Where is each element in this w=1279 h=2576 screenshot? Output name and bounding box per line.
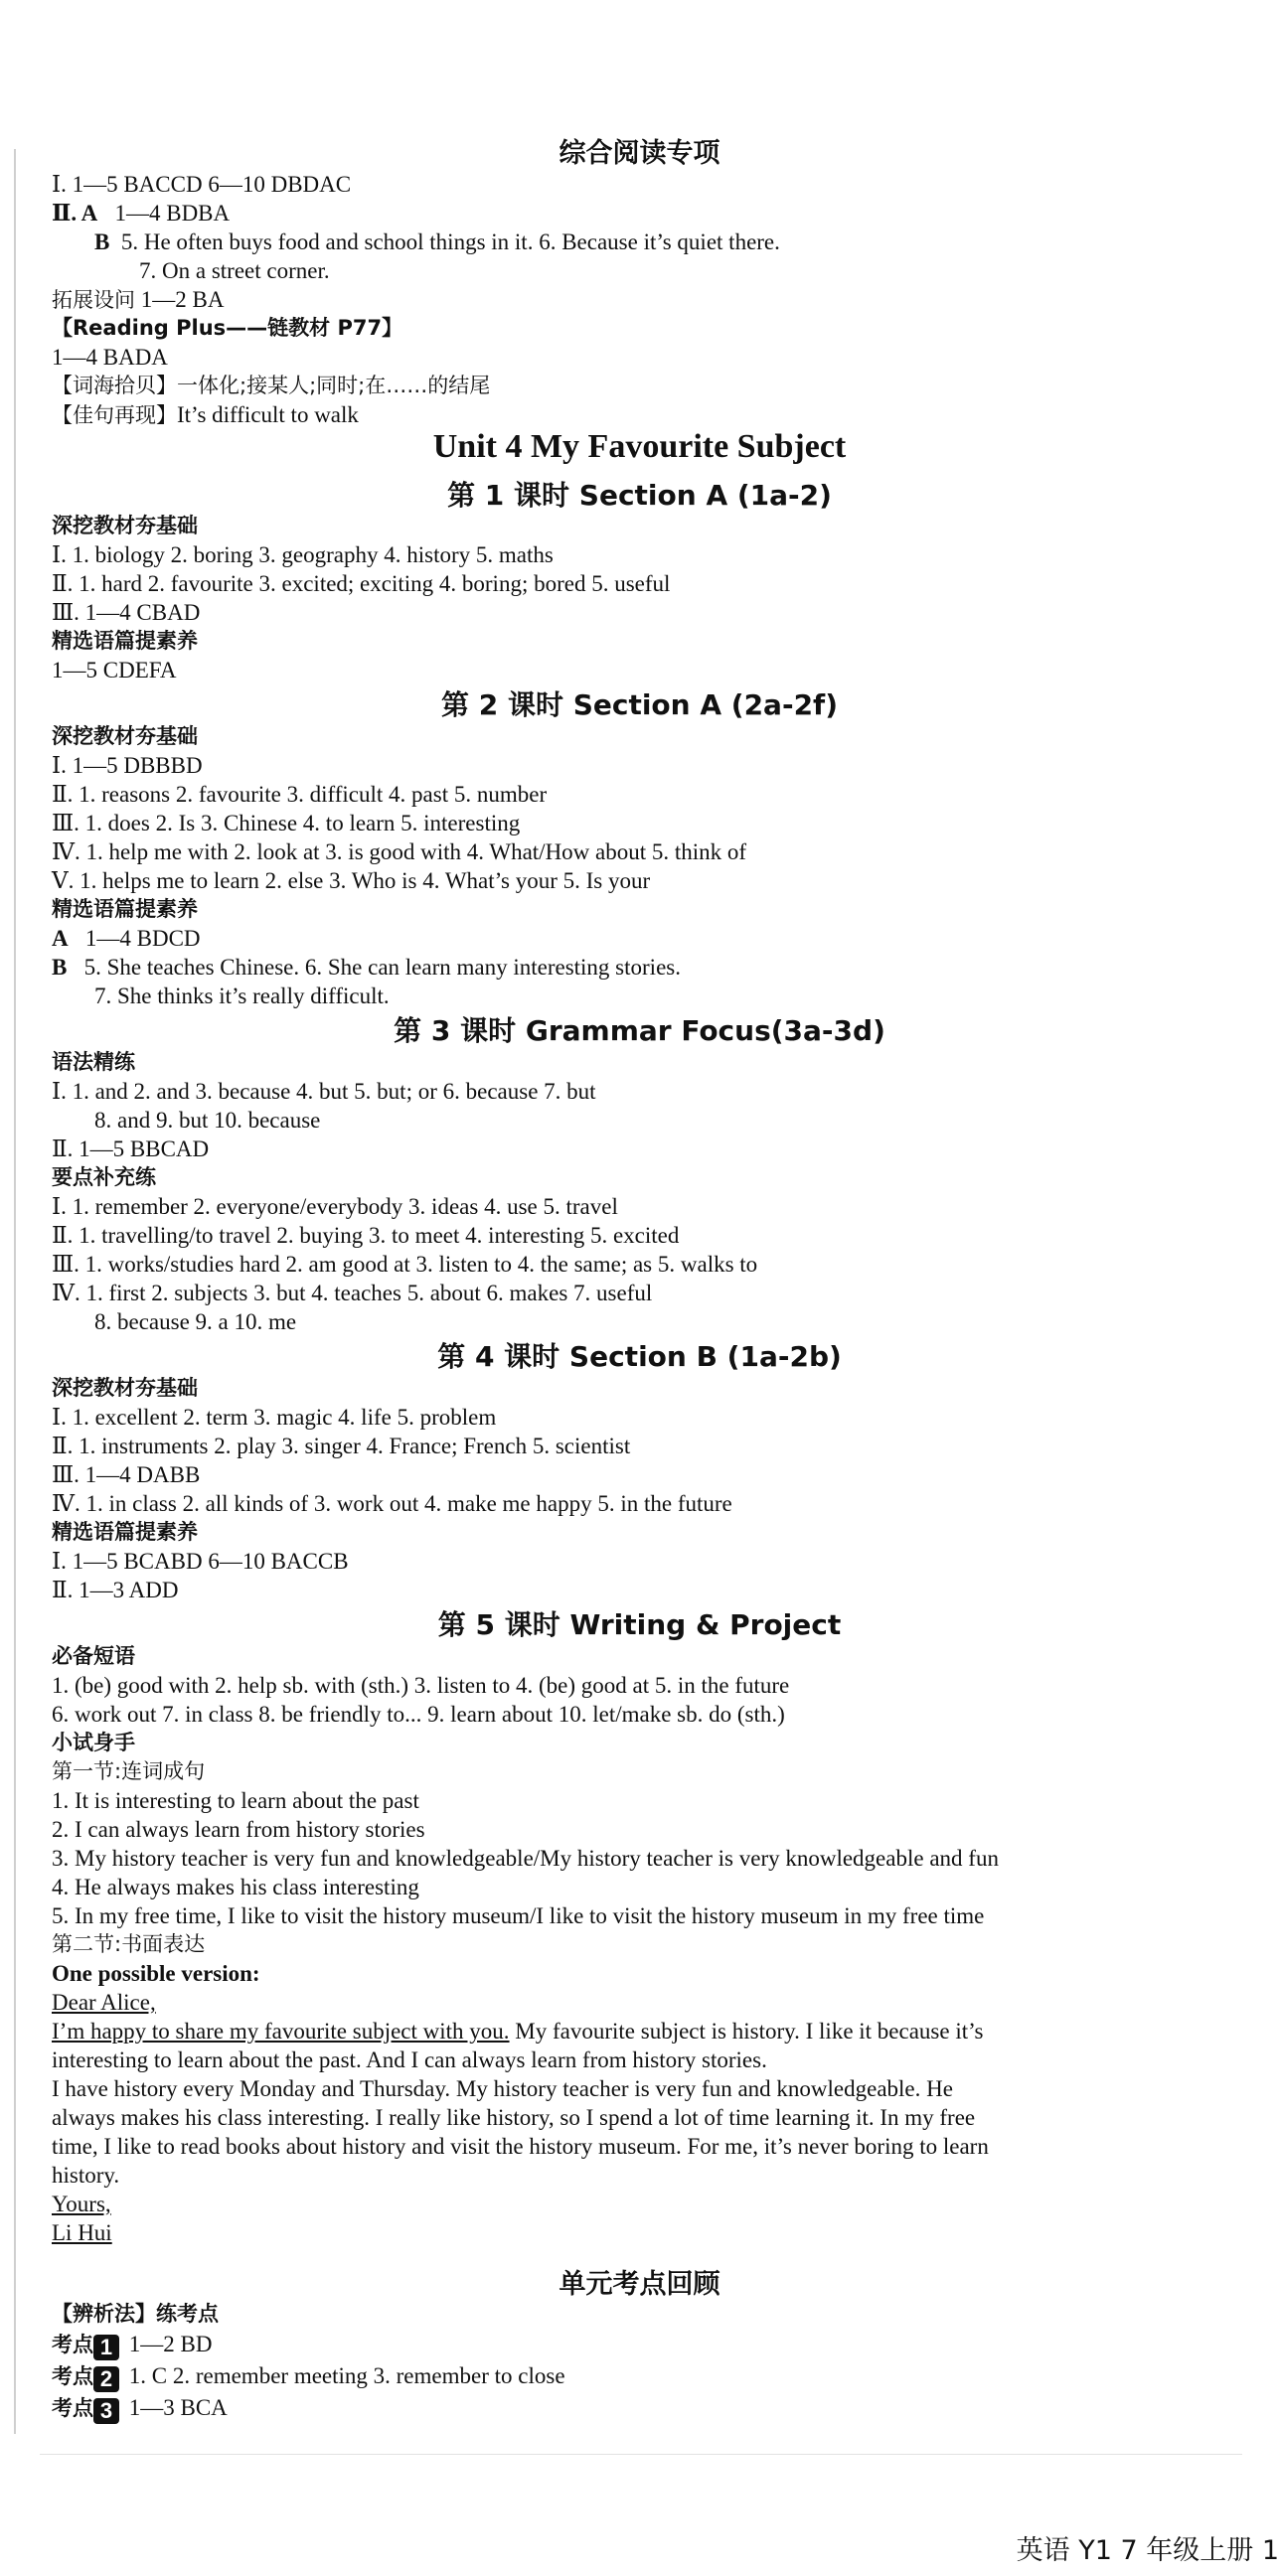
subheading: 精选语篇提素养 <box>52 629 198 653</box>
kaodian-line <box>52 2330 212 2360</box>
letter-line: always makes his class interesting. I really like history, so I spend a lot of time learning it. In my free <box>52 2105 976 2130</box>
answer-line: Ⅰ. 1. excellent 2. term 3. magic 4. life 5. problem <box>52 1405 497 1430</box>
answer-line: Ⅰ. 1—5 BACCD 6—10 DBDAC <box>52 172 352 197</box>
answer-line: 4. He always makes his class interesting <box>52 1875 419 1899</box>
sentence-line <box>52 400 359 430</box>
kaodian-line <box>52 2361 565 2392</box>
lesson-2-title: 第 2 课时 Section A (2a-2f) <box>440 688 839 721</box>
answer-line: 6. work out 7. in class 8. be friendly to... 9. learn about 10. let/make sb. do (sth.) <box>52 1702 785 1727</box>
kaodian-number-badge: 1 <box>93 2335 119 2360</box>
letter-signature: Li Hui <box>52 2220 112 2245</box>
label-text: 【佳句再现】 <box>52 403 177 427</box>
letter-closing: Yours, <box>52 2192 111 2216</box>
part-label: B <box>52 955 68 980</box>
subheading: 小试身手 <box>52 1731 135 1754</box>
answer-text: 5. She teaches Chinese. 6. She can learn many interesting stories. <box>83 955 681 980</box>
subheading: 精选语篇提素养 <box>52 1520 198 1544</box>
kaodian-number-badge: 3 <box>93 2398 119 2424</box>
answer-line: Ⅱ. 1—5 BBCAD <box>52 1136 210 1161</box>
answer-line: Ⅳ. 1. first 2. subjects 3. but 4. teaches 5. about 6. makes 7. useful <box>52 1281 653 1305</box>
lesson-3-title: 第 3 课时 Grammar Focus(3a-3d) <box>394 1014 885 1047</box>
possible-version-label: One possible version: <box>52 1961 260 1986</box>
kaodian-number-badge: 2 <box>93 2366 119 2392</box>
subheading: 语法精练 <box>52 1050 135 1074</box>
answer-line: Ⅱ. 1. hard 2. favourite 3. excited; exciting 4. boring; bored 5. useful <box>52 571 671 596</box>
answer-line: 8. and 9. but 10. because <box>94 1108 321 1133</box>
answer-text: 1. C 2. remember meeting 3. remember to close <box>128 2363 565 2388</box>
part-label: A <box>52 926 69 951</box>
kaodian-line <box>52 2393 228 2424</box>
letter-line: time, I like to read books about history and visit the history museum. For me, it’s never boring to learn <box>52 2134 989 2159</box>
answer-text: 1—4 BDBA <box>114 201 231 226</box>
answer-line: Ⅱ. 1. travelling/to travel 2. buying 3. to meet 4. interesting 5. excited <box>52 1223 680 1248</box>
answer-text: 1—4 BDCD <box>84 926 201 951</box>
answer-line: Ⅳ. 1. in class 2. all kinds of 3. work out 4. make me happy 5. in the future <box>52 1491 732 1516</box>
answer-line: 1. (be) good with 2. help sb. with (sth.) 3. listen to 4. (be) good at 5. in the future <box>52 1673 790 1698</box>
subheading: 精选语篇提素养 <box>52 897 198 921</box>
part-heading: 第一节:连词成句 <box>52 1759 206 1783</box>
answer-line: Ⅴ. 1. helps me to learn 2. else 3. Who is 4. What’s your 5. Is your <box>52 868 651 893</box>
answer-line: Ⅲ. 1. works/studies hard 2. am good at 3. listen to 4. the same; as 5. walks to <box>52 1252 758 1277</box>
subheading: 深挖教材夯基础 <box>52 724 198 748</box>
subheading: 深挖教材夯基础 <box>52 514 198 537</box>
answer-text: 1—2 BD <box>128 2332 213 2356</box>
answer-line: 1. It is interesting to learn about the past <box>52 1788 419 1813</box>
part-label: B <box>94 229 110 254</box>
section-title-reading: 综合阅读专项 <box>559 138 720 169</box>
lesson-5-title: 第 5 课时 Writing & Project <box>437 1608 842 1641</box>
answer-line <box>52 924 201 953</box>
label-text: 拓展设问 <box>52 288 135 312</box>
lesson-1-title: 第 1 课时 Section A (1a-2) <box>447 479 832 512</box>
subheading: 要点补充练 <box>52 1165 156 1189</box>
answer-line: Ⅰ. 1. biology 2. boring 3. geography 4. history 5. maths <box>52 542 554 567</box>
answer-text: It’s difficult to walk <box>177 402 359 427</box>
answer-line: 5. In my free time, I like to visit the history museum/I like to visit the history museum in my free time <box>52 1903 985 1928</box>
letter-line <box>52 2017 983 2046</box>
answer-line: Ⅰ. 1. and 2. and 3. because 4. but 5. but; or 6. because 7. but <box>52 1079 596 1104</box>
letter-line: I have history every Monday and Thursday. My history teacher is very fun and knowledgeable. He <box>52 2076 953 2101</box>
answer-line: 8. because 9. a 10. me <box>94 1309 297 1334</box>
kaodian-label: 考点 <box>52 2333 93 2356</box>
answer-line: Ⅰ. 1. remember 2. everyone/everybody 3. ideas 4. use 5. travel <box>52 1194 618 1219</box>
kaodian-label: 考点 <box>52 2364 93 2388</box>
answer-line: 1—4 BADA <box>52 345 168 370</box>
subheading: 深挖教材夯基础 <box>52 1376 198 1400</box>
answer-line: Ⅲ. 1—4 CBAD <box>52 600 201 625</box>
part-heading: 第二节:书面表达 <box>52 1932 206 1956</box>
answer-line: 1—5 CDEFA <box>52 658 177 682</box>
lesson-4-title: 第 4 课时 Section B (1a-2b) <box>437 1340 842 1373</box>
subheading: 【辨析法】练考点 <box>52 2302 219 2326</box>
answer-line <box>52 953 681 982</box>
answer-text: 1—3 BCA <box>128 2395 228 2420</box>
underlined-sentence: I’m happy to share my favourite subject with you. <box>52 2019 510 2044</box>
answer-line: Ⅱ. 1—3 ADD <box>52 1578 179 1602</box>
answer-line: Ⅰ. 1—5 DBBBD <box>52 753 203 778</box>
review-title: 单元考点回顾 <box>559 2269 720 2300</box>
answer-line <box>52 199 230 227</box>
answer-line: Ⅱ. 1. instruments 2. play 3. singer 4. France; French 5. scientist <box>52 1434 631 1458</box>
answer-line: Ⅲ. 1. does 2. Is 3. Chinese 4. to learn 5. interesting <box>52 811 521 835</box>
letter-line: interesting to learn about the past. And I can always learn from history stories. <box>52 2047 767 2072</box>
kaodian-label: 考点 <box>52 2396 93 2420</box>
vocab-line: 【词海拾贝】一体化;接某人;同时;在……的结尾 <box>52 374 491 397</box>
letter-greeting: Dear Alice, <box>52 1990 156 2015</box>
answer-line: Ⅳ. 1. help me with 2. look at 3. is good with 4. What/How about 5. think of <box>52 839 747 864</box>
answer-line: Ⅲ. 1—4 DABB <box>52 1462 201 1487</box>
letter-line: history. <box>52 2163 120 2188</box>
answer-line <box>94 227 780 256</box>
answer-text: 1—2 BA <box>135 287 225 312</box>
answer-line: 7. She thinks it’s really difficult. <box>94 984 390 1008</box>
answer-line: 7. On a street corner. <box>139 258 330 283</box>
subheading: 必备短语 <box>52 1644 135 1668</box>
part-label: Ⅱ. A <box>52 201 98 226</box>
unit-title: Unit 4 My Favourite Subject <box>432 428 847 465</box>
answer-line: 2. I can always learn from history stories <box>52 1817 425 1842</box>
reading-plus-heading: 【Reading Plus——链教材 P77】 <box>52 316 403 340</box>
letter-text: My favourite subject is history. I like it because it’s <box>509 2019 984 2044</box>
page-footer: 英语 Y1 7 年级上册 1 <box>1016 2535 1279 2566</box>
answer-line: 3. My history teacher is very fun and knowledgeable/My history teacher is very knowledgeable and fun <box>52 1846 999 1871</box>
answer-line: Ⅱ. 1. reasons 2. favourite 3. difficult 4. past 5. number <box>52 782 548 807</box>
footer-divider <box>40 2454 1242 2455</box>
answer-line: Ⅰ. 1—5 BCABD 6—10 BACCB <box>52 1549 349 1574</box>
answer-text: 5. He often buys food and school things in it. 6. Because it’s quiet there. <box>120 229 780 254</box>
answer-line <box>52 285 224 315</box>
